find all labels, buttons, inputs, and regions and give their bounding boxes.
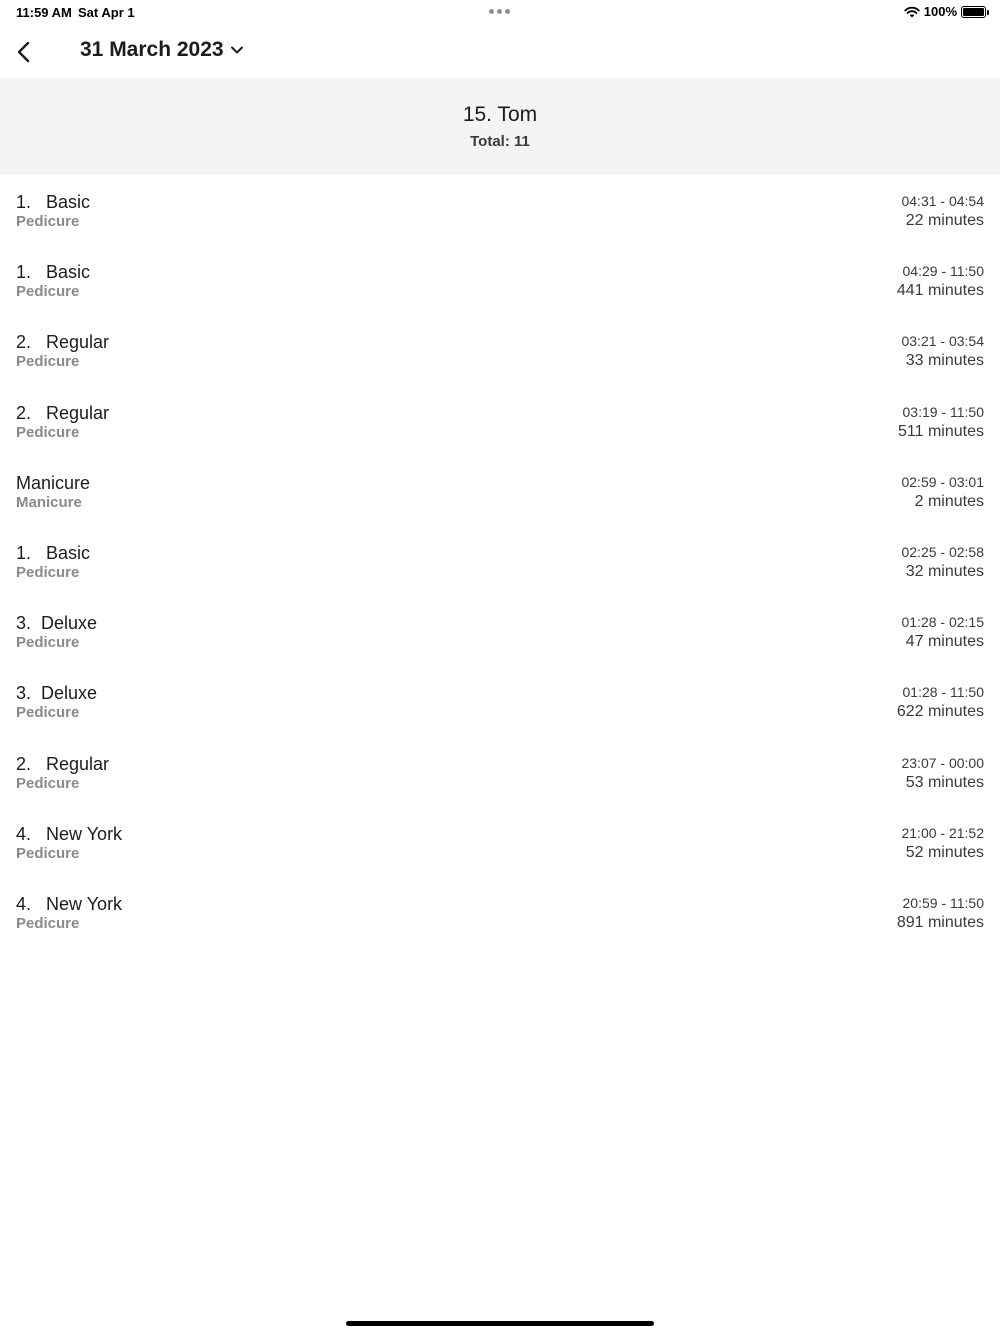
service-category: Pedicure (16, 914, 80, 932)
service-title: 3. Deluxe (16, 683, 98, 704)
service-title: 3. Deluxe (16, 613, 98, 634)
total-count: Total: 11 (470, 133, 530, 150)
service-time-range: 02:59 - 03:01 (901, 473, 984, 490)
service-category: Pedicure (16, 353, 80, 371)
service-duration: 622 minutes (896, 703, 984, 721)
service-row[interactable] (0, 176, 1000, 246)
service-duration: 32 minutes (905, 562, 984, 580)
service-time-range: 21:00 - 21:52 (901, 824, 984, 841)
battery-icon (961, 6, 986, 18)
service-duration: 53 minutes (905, 773, 984, 791)
status-bar (0, 0, 1000, 24)
wifi-icon (904, 6, 920, 18)
service-title: 2. Regular (16, 332, 110, 353)
service-row[interactable] (0, 808, 1000, 878)
date-picker[interactable] (80, 38, 244, 62)
service-category: Pedicure (16, 283, 80, 301)
service-title: 4. New York (16, 823, 123, 844)
service-duration: 47 minutes (905, 633, 984, 651)
service-time-range: 01:28 - 02:15 (901, 614, 984, 631)
service-title: 2. Regular (16, 402, 110, 423)
home-indicator[interactable] (346, 1321, 654, 1326)
service-title: Manicure (16, 472, 91, 493)
service-category: Manicure (16, 493, 82, 511)
service-row[interactable] (0, 597, 1000, 667)
service-time-range: 03:21 - 03:54 (901, 333, 984, 350)
service-time-range: 04:29 - 11:50 (902, 263, 984, 280)
service-duration: 441 minutes (896, 282, 984, 300)
nav-bar (0, 26, 1000, 78)
service-duration: 2 minutes (914, 492, 984, 510)
service-duration: 33 minutes (905, 352, 984, 370)
service-row[interactable] (0, 738, 1000, 808)
service-time-range: 01:28 - 11:50 (902, 684, 984, 701)
chevron-left-icon (17, 41, 31, 63)
service-row[interactable] (0, 527, 1000, 597)
battery-percent: 100% (923, 4, 957, 19)
service-duration: 511 minutes (898, 422, 984, 440)
more-dots-icon[interactable] (489, 9, 510, 14)
service-category: Pedicure (16, 423, 80, 441)
service-title: 1. Basic (16, 192, 91, 212)
service-category: Pedicure (16, 213, 80, 230)
service-title: 2. Regular (16, 753, 110, 774)
staff-summary-header (0, 78, 1000, 175)
status-indicators (904, 4, 986, 19)
service-category: Pedicure (16, 563, 80, 581)
staff-name: 15. Tom (462, 103, 538, 126)
service-title: 1. Basic (16, 262, 91, 283)
service-category: Pedicure (16, 634, 80, 652)
service-title: 1. Basic (16, 542, 91, 563)
service-row[interactable] (0, 878, 1000, 948)
back-button[interactable] (10, 38, 38, 66)
service-row[interactable] (0, 667, 1000, 737)
status-date: Sat Apr 1 (78, 5, 135, 20)
service-row[interactable] (0, 387, 1000, 457)
service-time-range: 20:59 - 11:50 (902, 894, 984, 911)
service-time-range: 04:31 - 04:54 (901, 193, 984, 209)
service-category: Pedicure (16, 774, 80, 792)
service-list (0, 176, 1000, 948)
service-time-range: 03:19 - 11:50 (902, 403, 984, 420)
service-row[interactable] (0, 316, 1000, 386)
status-time: 11:59 AM (16, 5, 72, 20)
service-duration: 52 minutes (905, 843, 984, 861)
service-category: Pedicure (16, 704, 80, 722)
service-time-range: 02:25 - 02:58 (901, 543, 984, 560)
service-title: 4. New York (16, 893, 123, 914)
service-row[interactable] (0, 457, 1000, 527)
service-time-range: 23:07 - 00:00 (901, 754, 984, 771)
service-duration: 891 minutes (896, 913, 984, 931)
service-category: Pedicure (16, 844, 80, 862)
service-row[interactable] (0, 246, 1000, 316)
date-title: 31 March 2023 (80, 38, 224, 61)
chevron-down-icon (230, 45, 244, 55)
service-duration: 22 minutes (905, 212, 984, 229)
